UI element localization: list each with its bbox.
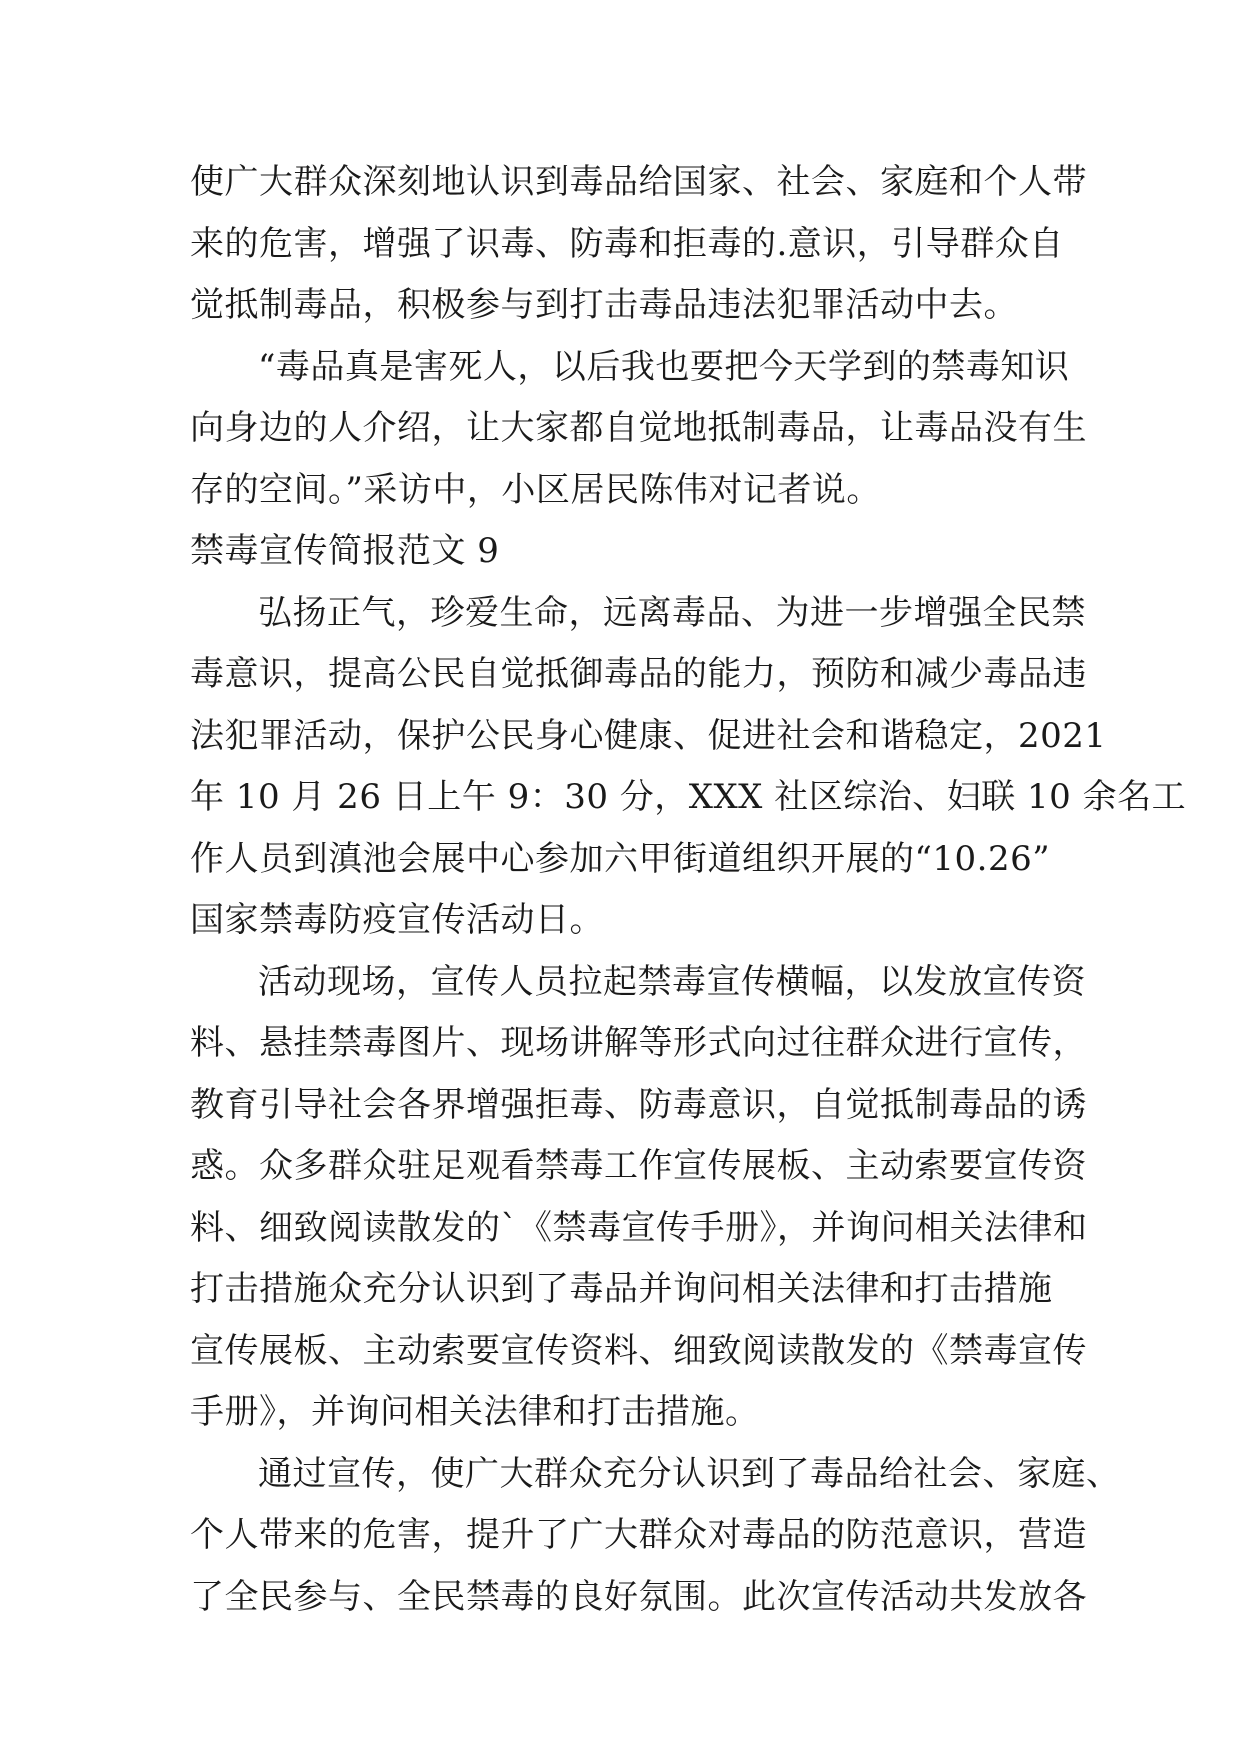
document-page [190,152,1187,1628]
text-line: 作人员到滇池会展中心参加六甲街道组织开展的“10.26” [190,838,1051,879]
text-line: 国家禁毒防疫宣传活动日。 [190,900,604,940]
text-line: 向身边的人介绍，让大家都自觉地抵制毒品，让毒品没有生 [190,408,1087,448]
text-line: 觉抵制毒品，积极参与到打击毒品违法犯罪活动中去。 [190,285,1018,325]
text-line: 料、悬挂禁毒图片、现场讲解等形式向过往群众进行宣传， [190,1023,1087,1063]
paragraph-3 [190,583,1187,952]
text-line: 年 10 月 26 日上午 9：30 分，XXX 社区综治、妇联 10 余名工 [190,777,1187,817]
section-heading [190,521,1050,583]
text-line: 料、细致阅读散发的`《禁毒宣传手册》，并询问相关法律和 [190,1207,1088,1248]
text-line: 来的危害，增强了识毒、防毒和拒毒的.意识，引导群众自 [190,223,1064,264]
text-line: 打击措施众充分认识到了毒品并询问相关法律和打击措施 [190,1269,1053,1309]
text-line: 宣传展板、主动索要宣传资料、细致阅读散发的《禁毒宣传 [190,1330,1087,1371]
text-line: 活动现场，宣传人员拉起禁毒宣传横幅，以发放宣传资 [258,961,1086,1002]
paragraph-4 [190,952,1088,1444]
heading-text: 禁毒宣传简报范文 9 [190,531,500,571]
text-line: 法犯罪活动，保护公民身心健康、促进社会和谐稳定，2021 [190,715,1107,756]
text-line: 教育引导社会各界增强拒毒、防毒意识，自觉抵制毒品的诱 [190,1084,1087,1125]
text-line: “毒品真是害死人，以后我也要把今天学到的禁毒知识 [258,346,1070,387]
text-line: 个人带来的危害，提升了广大群众对毒品的防范意识，营造 [190,1515,1087,1555]
text-line: 手册》，并询问相关法律和打击措施。 [190,1392,760,1432]
text-line: 了全民参与、全民禁毒的良好氛围。此次宣传活动共发放各 [190,1576,1087,1617]
text-line: 使广大群众深刻地认识到毒品给国家、社会、家庭和个人带 [190,162,1087,202]
text-line: 存的空间。”采访中，小区居民陈伟对记者说。 [190,469,881,510]
paragraph-2 [190,337,1087,522]
paragraph-1 [190,152,1087,337]
text-line: 毒意识，提高公民自觉抵御毒品的能力，预防和减少毒品违 [190,654,1087,694]
text-line: 弘扬正气，珍爱生命，远离毒品、为进一步增强全民禁 [258,592,1086,633]
text-line: 通过宣传，使广大群众充分认识到了毒品给社会、家庭、 [258,1453,1121,1494]
paragraph-5 [190,1444,1121,1629]
text-line: 惑。众多群众驻足观看禁毒工作宣传展板、主动索要宣传资 [190,1146,1087,1186]
